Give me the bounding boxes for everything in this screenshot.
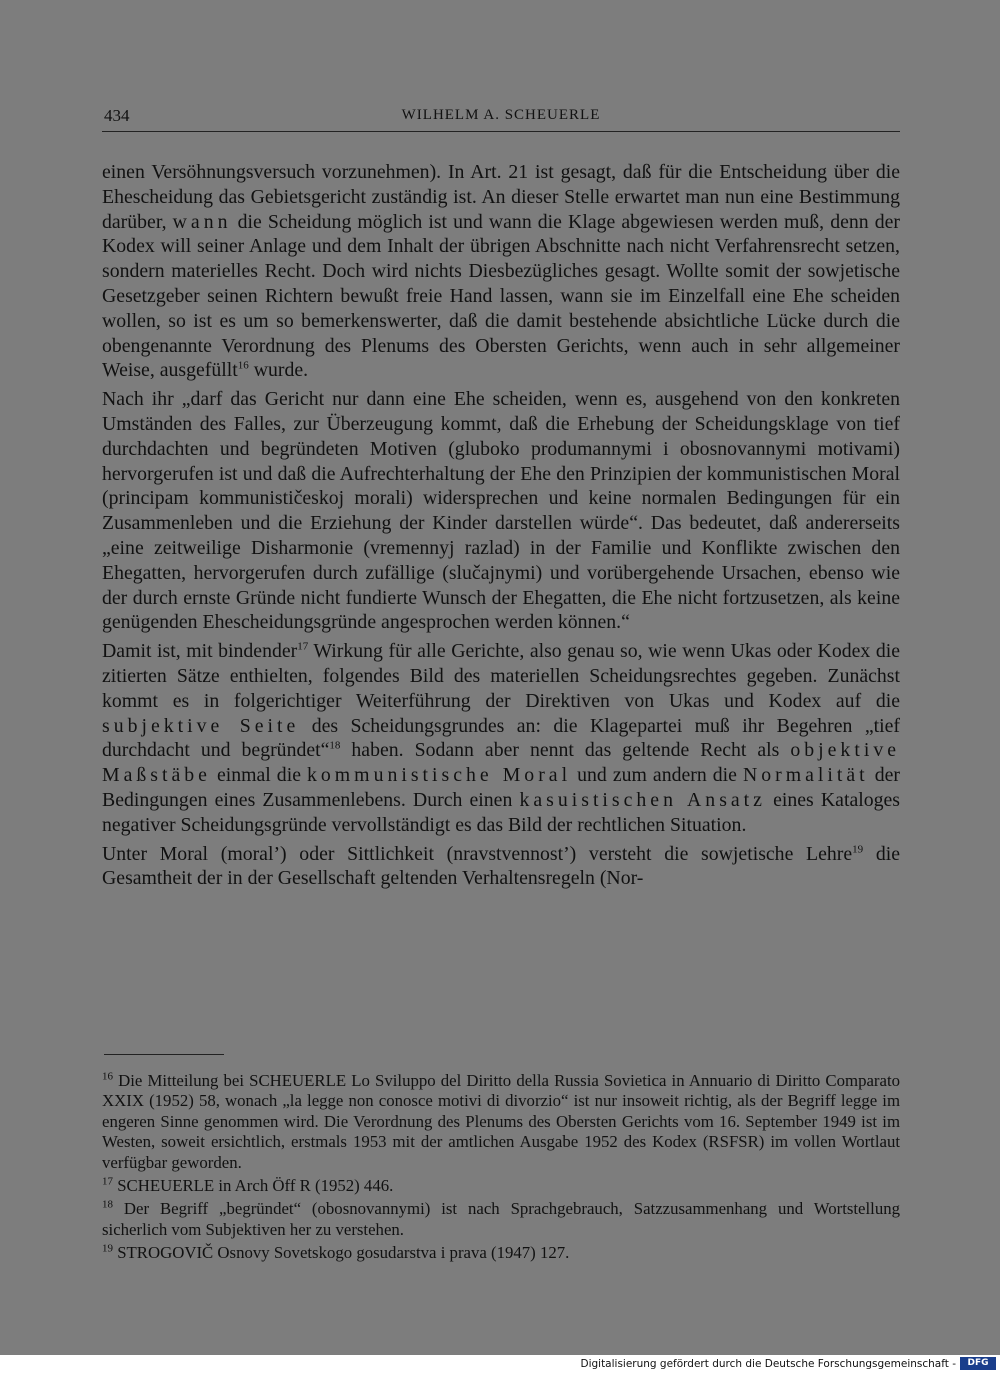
paragraph-3: [102, 639, 900, 837]
footnote-number: 16: [102, 1070, 113, 1083]
text-run: Wirkung für alle Gerichte, also genau so, wie wenn Ukas oder Kodex die zitierten Sätze enthielten, folgendes Bild des materiellen Scheidungsrechtes gegeben. Zunächst kommt es in folgerichtiger Weiterführung der Direktiven von Ukas und Kodex auf die: [102, 640, 900, 712]
funding-credit: Digitalisierung gefördert durch die Deutsche Forschungsgemeinschaft -: [580, 1358, 956, 1370]
digitization-footer: [0, 1355, 1000, 1375]
footnote-text: Der Begriff „begründet“ (obosnovannymi) ist nach Sprachgebrauch, Satzzusammenhang und Wortstellung sicherlich vom Subjektiven her zu verstehen.: [102, 1199, 900, 1239]
text-run: des Scheidungsgrundes an: die Klagepartei muß ihr Begehren „tief durchdacht und begründet“: [102, 714, 900, 762]
main-text: [102, 160, 900, 891]
text-run: die Gesamtheit der in der Gesellschaft geltenden Verhaltensregeln (Nor-: [102, 842, 900, 890]
footnote-number: 17: [102, 1175, 113, 1188]
footnote-ref-16: 16: [237, 359, 249, 372]
footnote-17: [102, 1176, 900, 1196]
footnote-16: [102, 1071, 900, 1173]
spaced-emphasis: wann: [172, 210, 232, 233]
text-run: der Bedingungen eines Zusammenlebens. Durch einen: [102, 764, 900, 811]
text-run: Unter Moral (moral’) oder Sittlichkeit (nravstvennost’) versteht die sowjetische Lehre: [102, 842, 853, 865]
text-run: Damit ist, mit bindender: [102, 640, 298, 663]
text-run: die Scheidung möglich ist und wann die Klage abgewiesen werden muß, denn der Kodex will seiner Anlage und dem Inhalt der übrigen Abschnitte nach nicht Verfahrensrecht setzen, sondern materielles Recht. Doch wird nichts Diesbezügliches gesagt. Wollte somit der sowjetische Gesetzgeber seinen Richtern bewußt freie Hand lassen, wann sie im Einzelfall eine Ehe scheiden wollen, so ist es um so bemerkenswerter, daß die damit bestehende absichtliche Lücke durch die obengenannte Verordnung des Plenums des Obersten Gerichts, wenn auch in sehr allgemeiner Weise, ausgefüllt: [102, 210, 900, 382]
paragraph-2: Nach ihr „darf das Gericht nur dann eine Ehe scheiden, wenn es, ausgehend von den konkreten Umständen des Falles, zur Überzeugung kommt, daß die Erhebung der Scheidungsklage von tief durchdachten und begründeten Motiven (gluboko produmannymi i obosnovannymi motivami) hervorgerufen ist und daß die Aufrechterhaltung der Ehe den Prinzipien der kommunistischen Moral (principam kommunističeskoj morali) widersprechen und keine normalen Bedingungen für ein Zusammenleben und die Erziehung der Kinder darstellen würde“. Das bedeutet, daß andererseits „eine zeitweilige Disharmonie (vremennyj razlad) in der Familie und Konflikte zwischen den Ehegatten, hervorgerufen durch zufällige (slučajnymi) und vorübergehende Ursachen, ebenso wie der durch ernste Gründe nicht fundierte Wunsch der Ehegatten, die Ehe nicht fortzusetzen, als keine genügenden Ehescheidungsgründe angesprochen werden können.“: [102, 388, 900, 634]
spaced-emphasis: kommunistische Moral: [307, 764, 572, 787]
spaced-emphasis: kasuistischen Ansatz: [519, 788, 766, 811]
footnotes: [102, 1071, 900, 1267]
text-run: und zum andern die: [571, 764, 743, 787]
text-run: eines Kataloges negativer Scheidungsgründe vervollständigt es das Bild der rechtlichen Situation.: [102, 788, 900, 836]
footnote-ref-17: 17: [297, 640, 309, 653]
paragraph-4: [102, 842, 900, 892]
spaced-emphasis: Normalität: [742, 764, 869, 787]
footnote-18: [102, 1199, 900, 1240]
text-run: haben. Sodann aber nennt das geltende Recht als: [340, 739, 791, 762]
footnote-number: 19: [102, 1242, 113, 1255]
paragraph-1: [102, 160, 900, 383]
footnote-text: Die Mitteilung bei SCHEUERLE Lo Sviluppo del Diritto della Russia Sovietica in Annuario di Diritto Comparato XXIX (1952) 58, wonach „la legge non conosce motivi di divorzio“ ist nur insoweit richtig, als der Begriff legge im engeren Sinne genommen wird. Die Verordnung des Plenums des Obersten Gerichts vom 16. September 1949 ist im Westen, soweit ersichtlich, erstmals 1953 mit der amtlichen Ausgabe 1952 des Kodex (RSFSR) im vollen Wortlaut verfügbar geworden.: [102, 1071, 900, 1172]
dfg-logo: DFG: [960, 1357, 996, 1370]
footnote-text: STROGOVIČ Osnovy Sovetskogo gosudarstva i prava (1947) 127.: [113, 1243, 570, 1263]
footnote-text: SCHEUERLE in Arch Öff R (1952) 446.: [113, 1176, 394, 1196]
text-run: einen Versöhnungsversuch vorzunehmen). In Art. 21 ist gesagt, daß für die Entscheidung über die Ehescheidung das Gebietsgericht zuständig ist. An dieser Stelle erwartet man nun eine Bestimmung darüber,: [102, 161, 900, 233]
footnote-ref-18: 18: [329, 739, 341, 752]
header-rule: [102, 131, 900, 132]
footnote-number: 18: [102, 1198, 113, 1211]
text-run: einmal die: [210, 764, 308, 787]
running-header: [102, 106, 900, 128]
footnote-19: [102, 1243, 900, 1263]
spaced-emphasis: objektive Maßstäbe: [102, 739, 900, 787]
text-run: wurde.: [248, 359, 309, 382]
running-title: WILHELM A. SCHEUERLE: [401, 107, 601, 123]
page-number: 434: [104, 106, 130, 125]
footnote-ref-19: 19: [852, 842, 864, 855]
footnote-rule: [104, 1054, 224, 1055]
spaced-emphasis: subjektive Seite: [102, 714, 300, 737]
